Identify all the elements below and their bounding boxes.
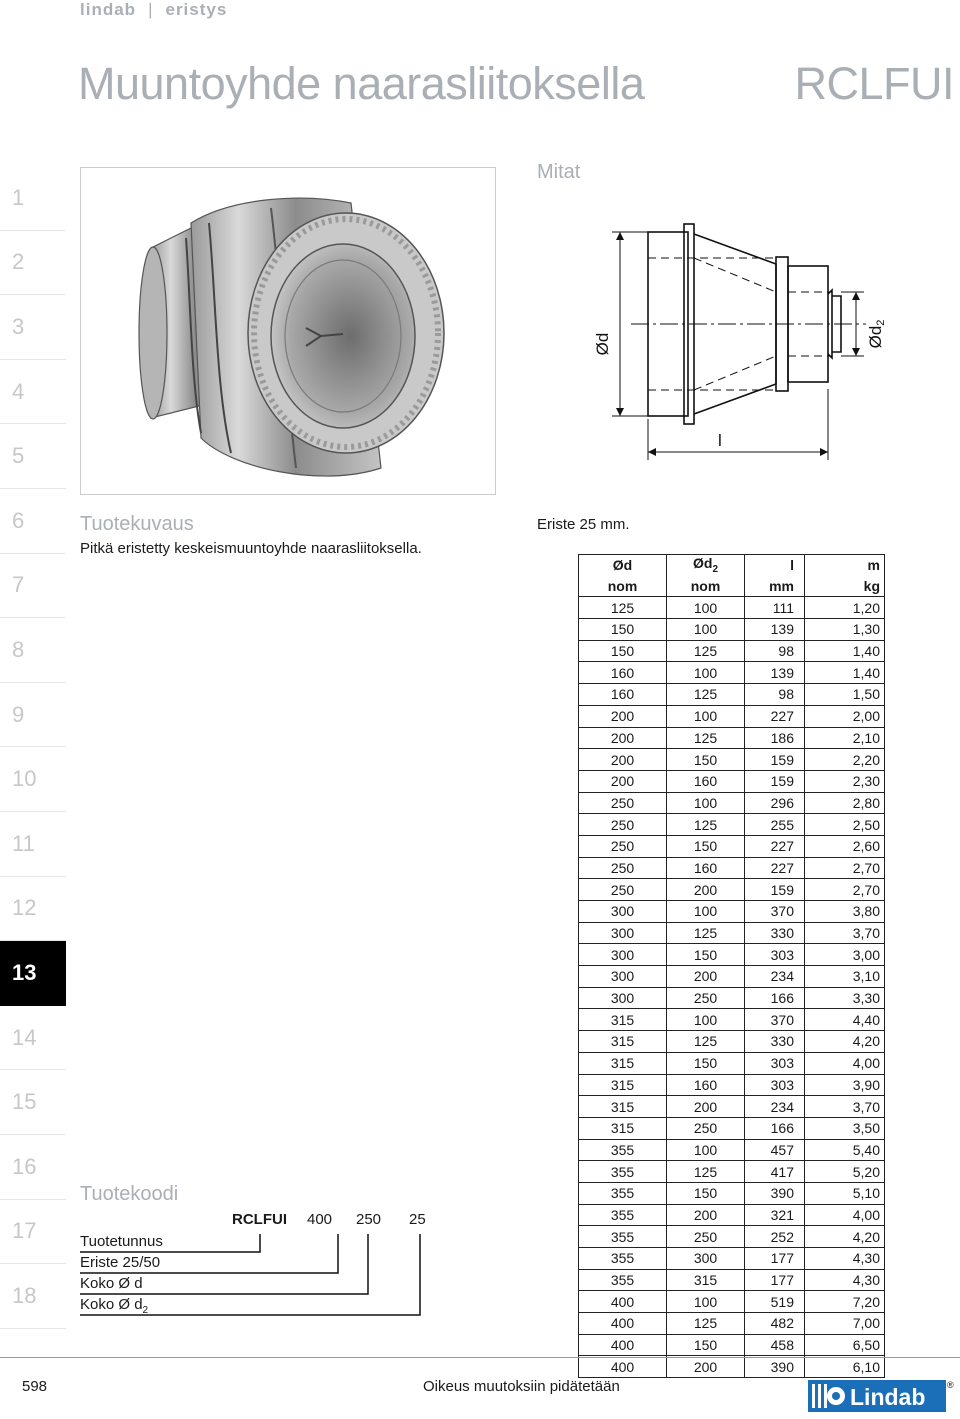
cell-l: 303 — [745, 1052, 805, 1074]
cell-d: 125 — [579, 597, 667, 619]
brand-category: eristys — [165, 0, 228, 19]
cell-l: 330 — [745, 922, 805, 944]
cell-m: 2,70 — [805, 857, 885, 879]
table-row — [579, 770, 885, 792]
cell-l: 370 — [745, 1009, 805, 1031]
cell-l: 139 — [745, 619, 805, 641]
code-part-d: 400 — [307, 1211, 333, 1228]
product-photo — [80, 167, 496, 495]
cell-m: 7,20 — [805, 1291, 885, 1313]
cell-d: 150 — [579, 640, 667, 662]
cell-d: 315 — [579, 1074, 667, 1096]
col-unit-l: mm — [745, 576, 805, 597]
cell-d2: 125 — [667, 922, 745, 944]
table-row — [579, 792, 885, 814]
code-label-size-d: Koko Ø d — [80, 1275, 143, 1292]
table-row — [579, 944, 885, 966]
cell-m: 3,50 — [805, 1117, 885, 1139]
cell-l: 166 — [745, 987, 805, 1009]
section-tab-10[interactable]: 10 — [0, 747, 66, 812]
cell-m: 1,40 — [805, 662, 885, 684]
cell-m: 2,80 — [805, 792, 885, 814]
table-row — [579, 1334, 885, 1356]
cell-d2: 150 — [667, 835, 745, 857]
brand-separator: | — [148, 0, 154, 19]
cell-l: 139 — [745, 662, 805, 684]
cell-l: 234 — [745, 1096, 805, 1118]
cell-m: 3,30 — [805, 987, 885, 1009]
cell-d: 160 — [579, 662, 667, 684]
table-row — [579, 1074, 885, 1096]
cell-d2: 100 — [667, 1139, 745, 1161]
cell-d: 355 — [579, 1269, 667, 1291]
cell-m: 4,00 — [805, 1204, 885, 1226]
cell-d: 315 — [579, 1096, 667, 1118]
code-label-product-id: Tuotetunnus — [80, 1233, 163, 1250]
cell-l: 98 — [745, 684, 805, 706]
logo-text: Lindab — [850, 1384, 926, 1410]
cell-d: 400 — [579, 1313, 667, 1335]
section-tab-1[interactable]: 1 — [0, 166, 66, 231]
brand-name: lindab — [80, 0, 137, 19]
col-unit-m: kg — [805, 576, 885, 597]
table-row — [579, 1226, 885, 1248]
section-tab-3[interactable]: 3 — [0, 295, 66, 360]
cell-d: 355 — [579, 1161, 667, 1183]
cell-l: 330 — [745, 1031, 805, 1053]
table-row — [579, 1031, 885, 1053]
table-row — [579, 1009, 885, 1031]
cell-m: 2,50 — [805, 814, 885, 836]
cell-d: 315 — [579, 1009, 667, 1031]
table-row — [579, 987, 885, 1009]
table-row — [579, 1161, 885, 1183]
section-tabs — [0, 166, 66, 1329]
section-tab-16[interactable]: 16 — [0, 1135, 66, 1200]
cell-d2: 200 — [667, 1356, 745, 1378]
cell-d: 355 — [579, 1226, 667, 1248]
cell-m: 2,10 — [805, 727, 885, 749]
col-header-l: l — [745, 555, 805, 576]
table-row — [579, 1204, 885, 1226]
cell-d: 200 — [579, 749, 667, 771]
cell-m: 3,90 — [805, 1074, 885, 1096]
reducer-illustration — [81, 168, 495, 494]
table-row — [579, 640, 885, 662]
cell-m: 3,10 — [805, 966, 885, 988]
cell-d: 150 — [579, 619, 667, 641]
table-caption: Eriste 25 mm. — [537, 516, 630, 533]
cell-d: 400 — [579, 1334, 667, 1356]
cell-m: 1,30 — [805, 619, 885, 641]
dimensions-title: Mitat — [537, 161, 581, 183]
cell-m: 2,20 — [805, 749, 885, 771]
cell-m: 1,20 — [805, 597, 885, 619]
cell-d2: 160 — [667, 1074, 745, 1096]
cell-l: 166 — [745, 1117, 805, 1139]
table-row — [579, 597, 885, 619]
cell-d2: 150 — [667, 1182, 745, 1204]
footer-divider — [0, 1357, 960, 1358]
cell-d2: 200 — [667, 1096, 745, 1118]
dim-label-d: Ød — [593, 332, 612, 356]
cell-m: 5,10 — [805, 1182, 885, 1204]
cell-d2: 315 — [667, 1269, 745, 1291]
cell-d: 400 — [579, 1291, 667, 1313]
col-header-m: m — [805, 555, 885, 576]
cell-d: 300 — [579, 944, 667, 966]
cell-m: 2,30 — [805, 770, 885, 792]
cell-d2: 200 — [667, 1204, 745, 1226]
cell-d: 250 — [579, 792, 667, 814]
cell-d: 315 — [579, 1031, 667, 1053]
cell-m: 4,40 — [805, 1009, 885, 1031]
cell-m: 6,50 — [805, 1334, 885, 1356]
page-title: Muuntoyhde naarasliitoksella — [78, 58, 645, 109]
cell-l: 159 — [745, 879, 805, 901]
cell-m: 5,20 — [805, 1161, 885, 1183]
cell-m: 1,40 — [805, 640, 885, 662]
spec-table — [578, 554, 885, 1378]
description-title: Tuotekuvaus — [80, 513, 194, 535]
cell-m: 2,00 — [805, 705, 885, 727]
cell-d: 355 — [579, 1139, 667, 1161]
cell-l: 227 — [745, 835, 805, 857]
section-tab-11[interactable]: 11 — [0, 812, 66, 877]
cell-d: 355 — [579, 1182, 667, 1204]
section-tab-15[interactable]: 15 — [0, 1070, 66, 1135]
table-row — [579, 619, 885, 641]
cell-d2: 100 — [667, 1009, 745, 1031]
cell-m: 4,20 — [805, 1226, 885, 1248]
spec-table-head — [579, 555, 885, 597]
cell-l: 458 — [745, 1334, 805, 1356]
table-row — [579, 684, 885, 706]
cell-d2: 125 — [667, 814, 745, 836]
cell-m: 5,40 — [805, 1139, 885, 1161]
cell-d2: 250 — [667, 1117, 745, 1139]
cell-m: 2,70 — [805, 879, 885, 901]
cell-m: 3,70 — [805, 922, 885, 944]
section-tab-4[interactable]: 4 — [0, 360, 66, 425]
cell-d2: 150 — [667, 944, 745, 966]
cell-l: 227 — [745, 705, 805, 727]
cell-d2: 300 — [667, 1248, 745, 1270]
table-row — [579, 1052, 885, 1074]
cell-l: 186 — [745, 727, 805, 749]
section-tab-2[interactable]: 2 — [0, 231, 66, 296]
description-text: Pitkä eristetty keskeismuuntoyhde naarasliitoksella. — [80, 540, 422, 557]
page-number: 598 — [22, 1378, 48, 1395]
cell-d: 250 — [579, 814, 667, 836]
cell-d2: 125 — [667, 1313, 745, 1335]
section-tab-8[interactable]: 8 — [0, 618, 66, 683]
code-leader-lines — [80, 1230, 440, 1320]
table-row — [579, 727, 885, 749]
cell-d: 200 — [579, 727, 667, 749]
cell-d2: 200 — [667, 966, 745, 988]
cell-l: 303 — [745, 944, 805, 966]
cell-l: 457 — [745, 1139, 805, 1161]
section-tab-14[interactable]: 14 — [0, 1006, 66, 1071]
cell-d2: 100 — [667, 619, 745, 641]
cell-d2: 125 — [667, 640, 745, 662]
table-row — [579, 1096, 885, 1118]
cell-m: 7,00 — [805, 1313, 885, 1335]
cell-d2: 100 — [667, 662, 745, 684]
col-unit-d2: nom — [667, 576, 745, 597]
table-row — [579, 1291, 885, 1313]
cell-d: 250 — [579, 857, 667, 879]
cell-l: 227 — [745, 857, 805, 879]
table-row — [579, 1182, 885, 1204]
cell-d2: 100 — [667, 792, 745, 814]
dimension-drawing — [536, 194, 958, 504]
cell-d: 200 — [579, 705, 667, 727]
cell-d2: 125 — [667, 727, 745, 749]
col-unit-d: nom — [579, 576, 667, 597]
cell-l: 417 — [745, 1161, 805, 1183]
table-row — [579, 662, 885, 684]
cell-d2: 100 — [667, 901, 745, 923]
cell-d2: 100 — [667, 597, 745, 619]
cell-d2: 125 — [667, 684, 745, 706]
cell-d2: 100 — [667, 1291, 745, 1313]
cell-d: 315 — [579, 1117, 667, 1139]
col-header-d: Ød — [579, 555, 667, 576]
section-tab-6[interactable]: 6 — [0, 489, 66, 554]
cell-m: 4,00 — [805, 1052, 885, 1074]
lindab-logo-mark — [808, 1378, 954, 1414]
cell-l: 234 — [745, 966, 805, 988]
table-row — [579, 1269, 885, 1291]
cell-d: 300 — [579, 987, 667, 1009]
table-row — [579, 879, 885, 901]
cell-l: 98 — [745, 640, 805, 662]
table-row — [579, 814, 885, 836]
cell-d: 300 — [579, 901, 667, 923]
table-row — [579, 922, 885, 944]
spec-table-body — [579, 597, 885, 1378]
dim-label-d2: Ød2 — [866, 319, 887, 349]
table-row — [579, 749, 885, 771]
code-part-name: RCLFUI — [232, 1211, 287, 1228]
table-row — [579, 857, 885, 879]
cell-d: 160 — [579, 684, 667, 706]
section-tab-18[interactable]: 18 — [0, 1264, 66, 1329]
brand-line — [80, 0, 227, 20]
cell-d: 250 — [579, 835, 667, 857]
product-code-section-title: Tuotekoodi — [80, 1183, 179, 1205]
cell-d: 355 — [579, 1204, 667, 1226]
cell-d2: 150 — [667, 1052, 745, 1074]
product-code-title: RCLFUI — [794, 58, 954, 109]
cell-d2: 200 — [667, 879, 745, 901]
section-tab-12[interactable]: 12 — [0, 877, 66, 942]
cell-d: 355 — [579, 1248, 667, 1270]
cell-d: 400 — [579, 1356, 667, 1378]
lindab-logo — [808, 1378, 954, 1414]
cell-d: 315 — [579, 1052, 667, 1074]
cell-d2: 125 — [667, 1161, 745, 1183]
cell-l: 255 — [745, 814, 805, 836]
logo-registered: ® — [947, 1380, 954, 1390]
cell-l: 390 — [745, 1356, 805, 1378]
cell-d: 200 — [579, 770, 667, 792]
cell-d2: 160 — [667, 857, 745, 879]
cell-d2: 250 — [667, 987, 745, 1009]
cell-l: 370 — [745, 901, 805, 923]
cell-d2: 100 — [667, 705, 745, 727]
table-row — [579, 705, 885, 727]
cell-l: 519 — [745, 1291, 805, 1313]
cell-m: 3,00 — [805, 944, 885, 966]
cell-m: 4,20 — [805, 1031, 885, 1053]
cell-l: 252 — [745, 1226, 805, 1248]
cell-d: 250 — [579, 879, 667, 901]
cell-l: 296 — [745, 792, 805, 814]
code-label-size-d2: Koko Ø $d_2$ — [80, 1296, 149, 1316]
code-label-insulation: Eriste 25/50 — [80, 1254, 161, 1271]
dim-label-l: l — [718, 431, 722, 450]
code-part-insulation: 25 — [409, 1211, 426, 1228]
code-part-d2: 250 — [356, 1211, 382, 1228]
table-row — [579, 1117, 885, 1139]
cell-d2: 150 — [667, 1334, 745, 1356]
footer-note: Oikeus muutoksiin pidätetään — [423, 1378, 620, 1395]
table-row — [579, 901, 885, 923]
cell-l: 303 — [745, 1074, 805, 1096]
cell-l: 177 — [745, 1248, 805, 1270]
cell-d: 300 — [579, 966, 667, 988]
col-header-d2: $Ød_2$ — [667, 555, 745, 576]
table-row — [579, 1356, 885, 1378]
cell-m: 1,50 — [805, 684, 885, 706]
section-tab-17[interactable]: 17 — [0, 1200, 66, 1265]
cell-d2: 150 — [667, 749, 745, 771]
section-tab-13[interactable]: 13 — [0, 941, 66, 1006]
table-row — [579, 835, 885, 857]
cell-l: 111 — [745, 597, 805, 619]
table-row — [579, 1248, 885, 1270]
section-tab-5[interactable]: 5 — [0, 424, 66, 489]
section-tab-7[interactable]: 7 — [0, 554, 66, 619]
cell-l: 482 — [745, 1313, 805, 1335]
cell-m: 3,80 — [805, 901, 885, 923]
cell-l: 159 — [745, 749, 805, 771]
section-tab-9[interactable]: 9 — [0, 683, 66, 748]
cell-l: 177 — [745, 1269, 805, 1291]
cell-m: 4,30 — [805, 1269, 885, 1291]
table-row — [579, 1139, 885, 1161]
cell-d2: 160 — [667, 770, 745, 792]
cell-m: 6,10 — [805, 1356, 885, 1378]
cell-d: 300 — [579, 922, 667, 944]
cell-d2: 125 — [667, 1031, 745, 1053]
table-row — [579, 1313, 885, 1335]
cell-m: 2,60 — [805, 835, 885, 857]
cell-l: 159 — [745, 770, 805, 792]
cell-d2: 250 — [667, 1226, 745, 1248]
cell-m: 4,30 — [805, 1248, 885, 1270]
cell-l: 321 — [745, 1204, 805, 1226]
cell-m: 3,70 — [805, 1096, 885, 1118]
cell-l: 390 — [745, 1182, 805, 1204]
table-row — [579, 966, 885, 988]
